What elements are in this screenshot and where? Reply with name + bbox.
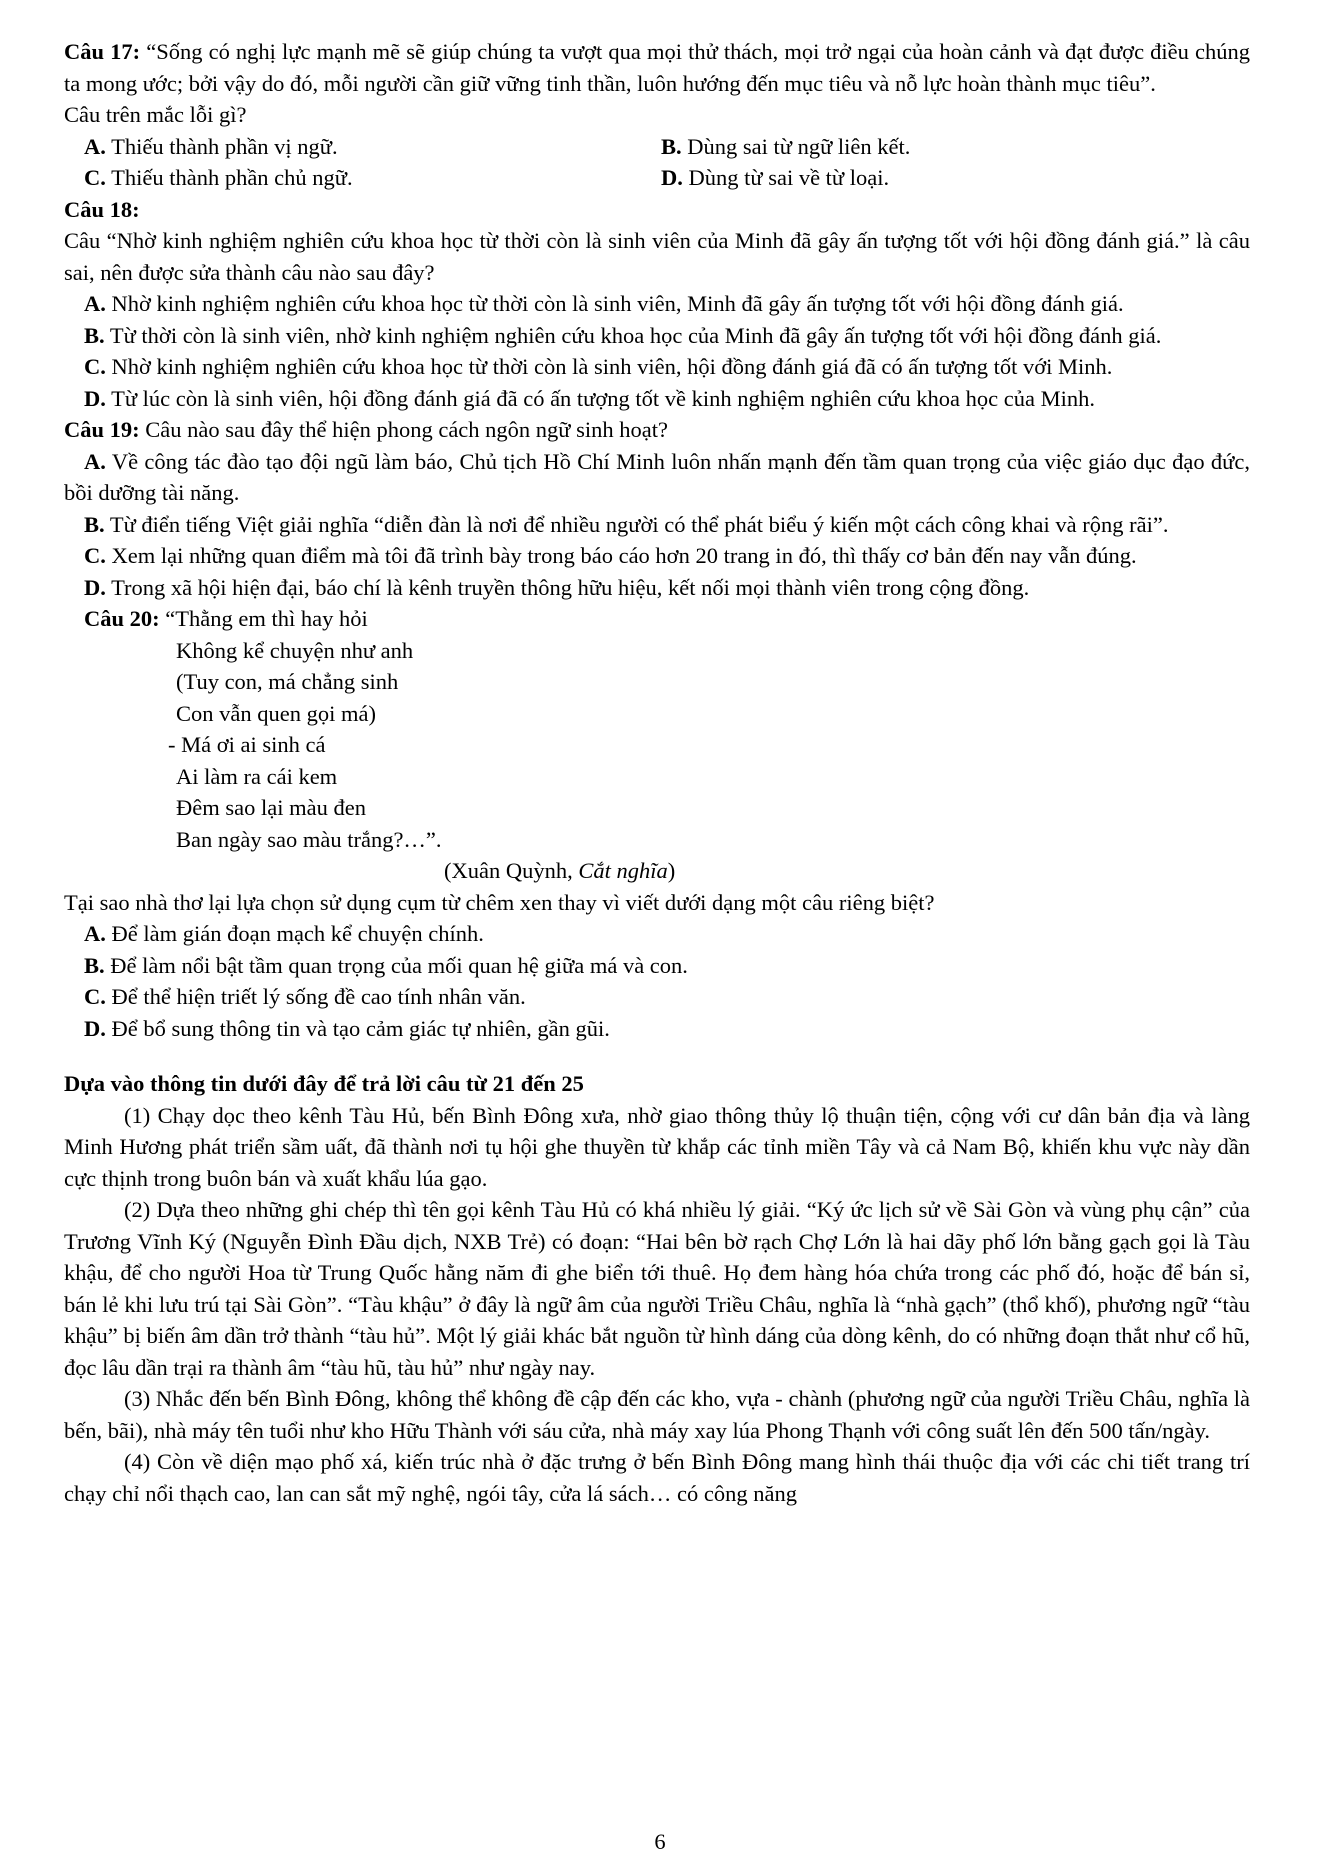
q17-option-d: D. Dùng từ sai về từ loại.: [661, 165, 890, 190]
q20-option-c: C. Để thể hiện triết lý sống đề cao tính nhân văn.: [84, 984, 526, 1009]
passage-heading: Dựa vào thông tin dưới đây để trả lời câu từ 21 đến 25: [64, 1071, 584, 1096]
poem-line: Đêm sao lại màu đen: [176, 795, 366, 820]
q19-option-b: B. Từ điển tiếng Việt giải nghĩa “diễn đàn là nơi để nhiều người có thể phát biểu ý kiến một cách công khai và rộng rãi”.: [84, 511, 1169, 537]
q20-label: Câu 20:: [84, 606, 160, 631]
q20-option-b: B. Để làm nổi bật tầm quan trọng của mối quan hệ giữa má và con.: [84, 952, 688, 978]
poem-line: (Tuy con, má chẳng sinh: [176, 669, 399, 694]
q19-option-d: D. Trong xã hội hiện đại, báo chí là kênh truyền thông hữu hiệu, kết nối mọi thành viên trong cộng đồng.: [84, 574, 1030, 600]
q17-options-row-1: [64, 131, 1250, 163]
q18-label: Câu 18:: [64, 196, 140, 222]
q17-question: Câu trên mắc lỗi gì?: [64, 102, 247, 127]
q20-question: Tại sao nhà thơ lại lựa chọn sử dụng cụm từ chêm xen thay vì viết dưới dạng một câu riêng biệt?: [64, 889, 935, 915]
q19-stem: Câu 19: Câu nào sau đây thể hiện phong cách ngôn ngữ sinh hoạt?: [64, 417, 668, 442]
q20-source: (Xuân Quỳnh, Cắt nghĩa): [444, 858, 676, 883]
q17-stem: Câu 17: “Sống có nghị lực mạnh mẽ sẽ giúp chúng ta vượt qua mọi thử thách, mọi trở ngại của hoàn cảnh và đạt được điều chúng ta mong ước; bởi vậy do đó, mỗi người cần giữ vững tinh thần, luôn hướng đến mục tiêu và nỗ lực hoàn thành mục tiêu”.: [64, 39, 1250, 96]
q18-option-c: C. Nhờ kinh nghiệm nghiên cứu khoa học từ thời còn là sinh viên, hội đồng đánh giá đã có ấn tượng tốt với Minh.: [84, 354, 1113, 379]
q18-option-d: D. Từ lúc còn là sinh viên, hội đồng đánh giá đã có ấn tượng tốt về kinh nghiệm nghiên cứu khoa học của Minh.: [84, 385, 1095, 411]
q18-stem: Câu “Nhờ kinh nghiệm nghiên cứu khoa học từ thời còn là sinh viên của Minh đã gây ấn tượng tốt với hội đồng đánh giá.” là câu sai, nên được sửa thành câu nào sau đây?: [64, 228, 1250, 285]
q18-option-a: A. Nhờ kinh nghiệm nghiên cứu khoa học từ thời còn là sinh viên, Minh đã gây ấn tượng tốt với hội đồng đánh giá.: [84, 291, 1124, 316]
q17-label: Câu 17:: [64, 39, 141, 64]
poem-line: Ban ngày sao màu trắng?…”.: [176, 826, 442, 852]
q18-option-b: B. Từ thời còn là sinh viên, nhờ kinh nghiệm nghiên cứu khoa học của Minh đã gây ấn tượng tốt với hội đồng đánh giá.: [84, 322, 1162, 348]
q17-option-a: A. Thiếu thành phần vị ngữ.: [84, 133, 338, 159]
q17-option-c: C. Thiếu thành phần chủ ngữ.: [84, 165, 353, 190]
q20-poem: [64, 635, 1250, 856]
q17-options-row-2: [64, 162, 1250, 194]
page-content: [64, 36, 1250, 1509]
poem-line: - Má ơi ai sinh cá: [168, 732, 326, 757]
q19-option-a: A. Về công tác đào tạo đội ngũ làm báo, Chủ tịch Hồ Chí Minh luôn nhấn mạnh đến tầm quan trọng của việc giáo dục đạo đức, bồi dưỡng tài năng.: [64, 448, 1250, 505]
q19-label: Câu 19:: [64, 417, 140, 442]
poem-line: Không kể chuyện như anh: [176, 637, 414, 663]
q20-option-d: D. Để bổ sung thông tin và tạo cảm giác tự nhiên, gần gũi.: [84, 1015, 610, 1041]
passage-paragraph-2: (2) Dựa theo những ghi chép thì tên gọi kênh Tàu Hủ có khá nhiều lý giải. “Ký ức lịch sử về Sài Gòn và vùng phụ cận” của Trương Vĩnh Ký (Nguyễn Đình Đầu dịch, NXB Trẻ) có đoạn: “Hai bên bờ rạch Chợ Lớn là hai dãy phố lớn bằng gạch gọi là Tàu khậu, để cho người Hoa từ Trung Quốc hằng năm đi ghe biển tới thuê. Họ đem hàng hóa chứa trong các phố đó, hoặc để bán sỉ, bán lẻ khi lưu trú tại Sài Gòn”. “Tàu khậu” ở đây là ngữ âm của người Triều Châu, nghĩa là “nhà gạch” (thổ khố), phương ngữ “tàu khậu” bị biến âm dần trở thành “tàu hủ”. Một lý giải khác bắt nguồn từ hình dáng của dòng kênh, do có những đoạn thắt như cổ hũ, đọc lâu dần trại ra thành âm “tàu hũ, tàu hủ” như ngày nay.: [64, 1197, 1250, 1380]
passage-paragraph-4: (4) Còn về diện mạo phố xá, kiến trúc nhà ở đặc trưng ở bến Bình Đông mang hình thái thuộc địa với các chi tiết trang trí chạy chỉ nổi thạch cao, lan can sắt mỹ nghệ, ngói tây, cửa lá sách… có công năng: [64, 1449, 1250, 1506]
page-number: 6: [654, 1829, 666, 1854]
passage-paragraph-1: (1) Chạy dọc theo kênh Tàu Hủ, bến Bình Đông xưa, nhờ giao thông thủy lộ thuận tiện, cộng với cư dân bản địa và làng Minh Hương phát triển sầm uất, đã thành nơi tụ hội ghe thuyền từ khắp các tỉnh miền Tây và cả Nam Bộ, khiến khu vực này dần cực thịnh trong buôn bán và xuất khẩu lúa gạo.: [64, 1102, 1250, 1191]
q20-stem: Câu 20: “Thằng em thì hay hỏi: [84, 606, 368, 631]
q17-option-b: B. Dùng sai từ ngữ liên kết.: [661, 133, 911, 159]
passage-paragraph-3: (3) Nhắc đến bến Bình Đông, không thể không đề cập đến các kho, vựa - chành (phương ngữ của người Triều Châu, nghĩa là bến, bãi), nhà máy tên tuổi như kho Hữu Thành với sáu cửa, nhà máy xay lúa Phong Thạnh với công suất lên đến 500 tấn/ngày.: [64, 1386, 1250, 1443]
poem-line: Con vẫn quen gọi má): [176, 700, 376, 726]
q19-option-c: C. Xem lại những quan điểm mà tôi đã trình bày trong báo cáo hơn 20 trang in đó, thì thấy cơ bản đến nay vẫn đúng.: [84, 543, 1137, 568]
q20-option-a: A. Để làm gián đoạn mạch kể chuyện chính.: [84, 921, 484, 946]
poem-line: Ai làm ra cái kem: [176, 763, 338, 789]
